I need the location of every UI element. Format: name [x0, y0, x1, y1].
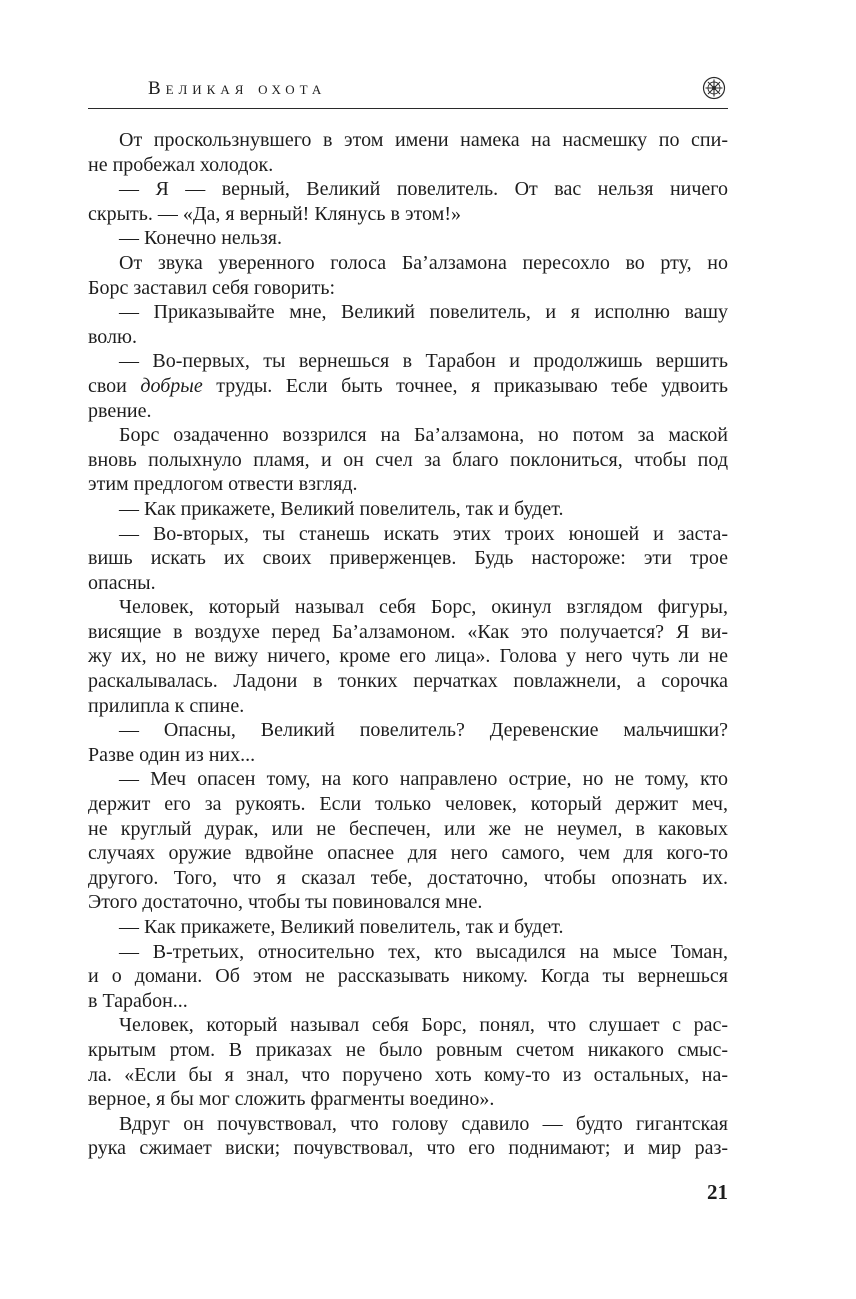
text-line: прилипла к спине.: [88, 694, 245, 717]
text-line: не круглый дурак, или не беспечен, или же не неумел, в каковых: [88, 817, 728, 840]
text-line: волю.: [88, 325, 137, 348]
text-line: — Опасны, Великий повелитель? Деревенские мальчишки?: [119, 719, 728, 742]
text-line: Борс озадаченно воззрился на Ба’алзамона, но потом за маской: [119, 424, 728, 447]
text-line: — Как прикажете, Великий повелитель, так и будет.: [119, 497, 564, 520]
text-line: этим предлогом отвести взгляд.: [88, 473, 358, 496]
text-line: рвение.: [88, 399, 152, 422]
running-title: Великая охота: [148, 78, 327, 99]
page-number: 21: [707, 1180, 728, 1204]
running-head: [88, 74, 728, 109]
text-line: Человек, который называл себя Борс, окинул взглядом фигуры,: [119, 596, 728, 619]
text-segment: свои: [88, 374, 141, 397]
text-segment: труды. Если быть точнее, я приказываю тебе удвоить: [202, 374, 728, 397]
text-line: вишь искать их своих приверженцев. Будь настороже: эти трое: [88, 547, 728, 570]
text-line: случаях оружие вдвойне опаснее для него самого, чем для кого-то: [88, 842, 728, 865]
text-line: рука сжимает виски; почувствовал, что его поднимают; и мир раз-: [88, 1137, 728, 1160]
text-line: От проскользнувшего в этом имени намека на насмешку по спи-: [119, 129, 728, 151]
text-line: Человек, который называл себя Борс, понял, что слушает с рас-: [119, 1014, 728, 1037]
text-line: опасны.: [88, 571, 156, 594]
text-line: не пробежал холодок.: [88, 153, 274, 176]
text-line: держит его за рукоять. Если только человек, который держит меч,: [88, 793, 728, 816]
text-line: висящие в воздухе перед Ба’алзамоном. «Как это получается? Я ви-: [88, 620, 728, 643]
text-line: Разве один из них...: [88, 743, 256, 766]
text-line: крытым ртом. В приказах не было ровным счетом никакого смыс-: [88, 1038, 728, 1061]
text-line: ла. «Если бы я знал, что поручено хоть кому-то из остальных, на-: [88, 1063, 728, 1086]
text-line: Борс заставил себя говорить:: [88, 276, 336, 299]
text-line: и о домани. Об этом не рассказывать никому. Когда ты вернешься: [88, 965, 728, 988]
text-line: в Тарабон...: [88, 989, 188, 1012]
text-line: скрыть. — «Да, я верный! Клянусь в этом!»: [88, 202, 461, 225]
text-line: — Во-первых, ты вернешься в Тарабон и продолжишь вершить: [119, 350, 728, 373]
text-line: раскалывалась. Ладони в тонких перчатках повлажнели, а сорочка: [88, 670, 728, 693]
text-line: верное, я бы мог сложить фрагменты воедино».: [88, 1088, 495, 1111]
text-line: — Конечно нельзя.: [119, 227, 282, 250]
body-text: [88, 128, 728, 1161]
text-line: — Меч опасен тому, на кого направлено острие, но не тому, кто: [119, 768, 728, 791]
text-line: вновь полыхнуло пламя, и он счел за благо поклониться, чтобы под: [88, 448, 728, 471]
text-line: — Как прикажете, Великий повелитель, так и будет.: [119, 916, 564, 938]
text-line: Этого достаточно, чтобы ты повиновался мне.: [88, 891, 483, 914]
text-line: — В-третьих, относительно тех, кто высадился на мысе Томан,: [119, 940, 728, 963]
text-line: [88, 374, 728, 399]
text-line: жу их, но не вижу ничего, кроме его лица». Голова у него чуть ли не: [88, 645, 728, 668]
text-line: — Во-вторых, ты станешь искать этих троих юношей и заста-: [119, 522, 728, 545]
text-line: другого. Того, что я сказал тебе, достаточно, чтобы опознать их.: [88, 866, 728, 889]
text-line: От звука уверенного голоса Ба’алзамона пересохло во рту, но: [119, 251, 728, 274]
text-line: — Я — верный, Великий повелитель. От вас нельзя ничего: [119, 178, 728, 201]
ornament-icon: [702, 76, 726, 100]
text-line: — Приказывайте мне, Великий повелитель, и я исполню вашу: [119, 301, 728, 324]
italic-word: добрые: [140, 374, 203, 397]
text-line: Вдруг он почувствовал, что голову сдавило — будто гигантская: [119, 1112, 728, 1135]
